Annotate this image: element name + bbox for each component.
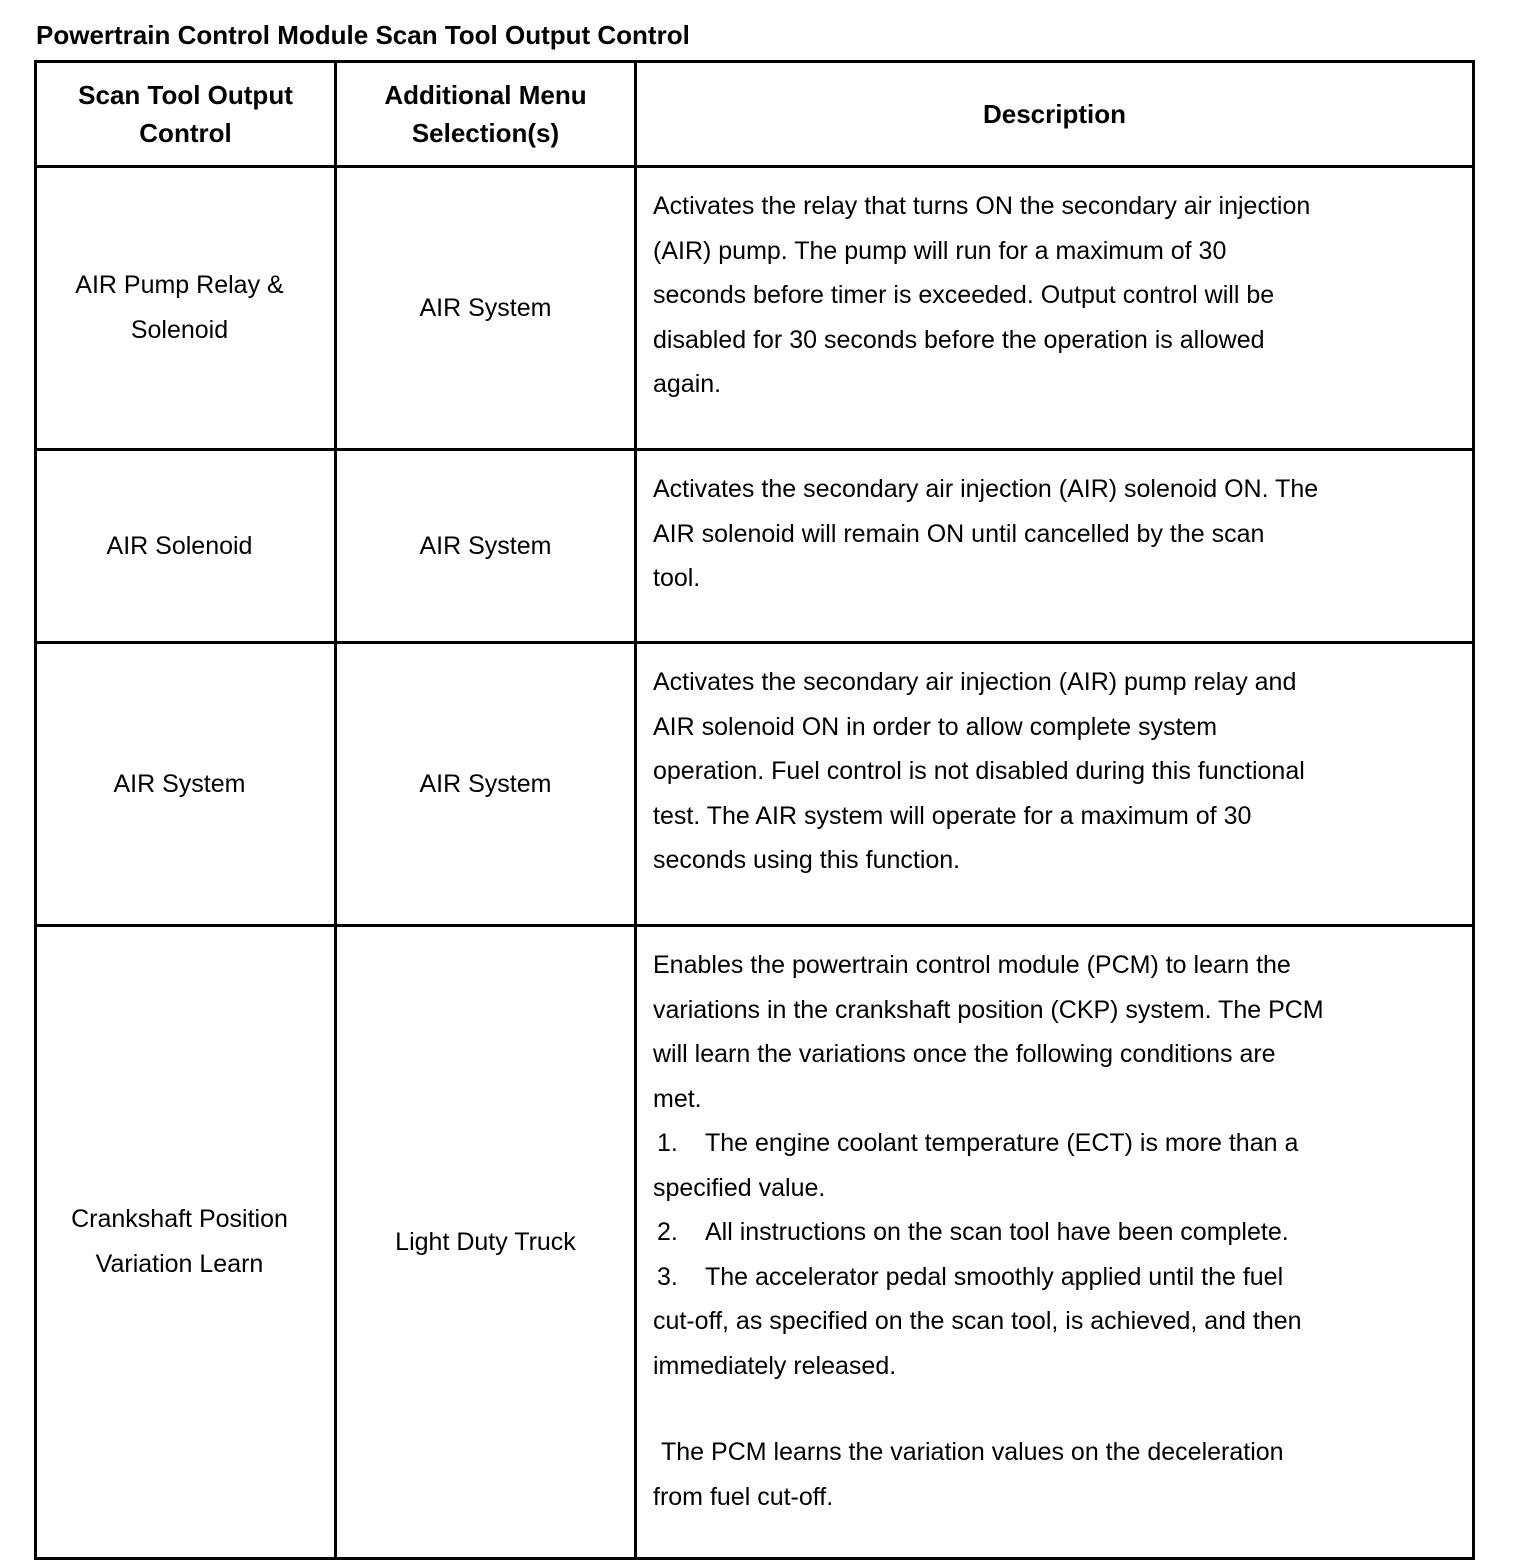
description-cell: Enables the powertrain control module (PCM) to learn the variations in the crankshaft position (CKP) system. The PCM will learn the variations once the following conditions are met. 1. The engine coolant temperature (ECT) is more than a specified value. 2. All instructions on the scan tool have been complete. 3. The accelerator pedal smoothly applied until the fuel cut-off, as specified on the scan tool, is achieved, and then immediately released. The PCM learns the variation values on the deceleration from fuel cut-off.: [636, 926, 1474, 1559]
menu-cell: AIR System: [336, 450, 636, 643]
header-description: Description: [636, 62, 1474, 167]
table-row: [36, 167, 1474, 450]
header-scan-tool-output-control: Scan Tool Output Control: [36, 62, 336, 167]
condition-item: 3. The accelerator pedal smoothly applied until the fuel: [657, 1262, 1284, 1291]
control-cell: AIR System: [36, 643, 336, 926]
description-cell: Activates the relay that turns ON the secondary air injection (AIR) pump. The pump will run for a maximum of 30 seconds before timer is exceeded. Output control will be disabled for 30 seconds before the operation is allowed again.: [636, 167, 1474, 450]
table-header-row: [36, 62, 1474, 167]
control-cell: AIR Solenoid: [36, 450, 336, 643]
table-row: [36, 643, 1474, 926]
description-cell: Activates the secondary air injection (AIR) solenoid ON. The AIR solenoid will remain ON until cancelled by the scan tool.: [636, 450, 1474, 643]
description-cell: Activates the secondary air injection (AIR) pump relay and AIR solenoid ON in order to allow complete system operation. Fuel control is not disabled during this functional test. The AIR system will operate for a maximum of 30 seconds using this function.: [636, 643, 1474, 926]
table-row: [36, 926, 1474, 1559]
menu-cell: Light Duty Truck: [336, 926, 636, 1559]
menu-cell: AIR System: [336, 643, 636, 926]
table-row: [36, 450, 1474, 643]
condition-item: 2. All instructions on the scan tool have been complete.: [657, 1218, 1289, 1246]
control-cell: Crankshaft Position Variation Learn: [36, 926, 336, 1559]
document-title: Powertrain Control Module Scan Tool Output Control: [36, 20, 690, 50]
control-cell: AIR Pump Relay & Solenoid: [36, 167, 336, 450]
menu-cell: AIR System: [336, 167, 636, 450]
output-control-table: [34, 60, 1475, 1560]
header-additional-menu-selections: Additional Menu Selection(s): [336, 62, 636, 167]
spacer: [653, 1388, 1412, 1430]
condition-item: 1. The engine coolant temperature (ECT) is more than a: [657, 1129, 1299, 1157]
